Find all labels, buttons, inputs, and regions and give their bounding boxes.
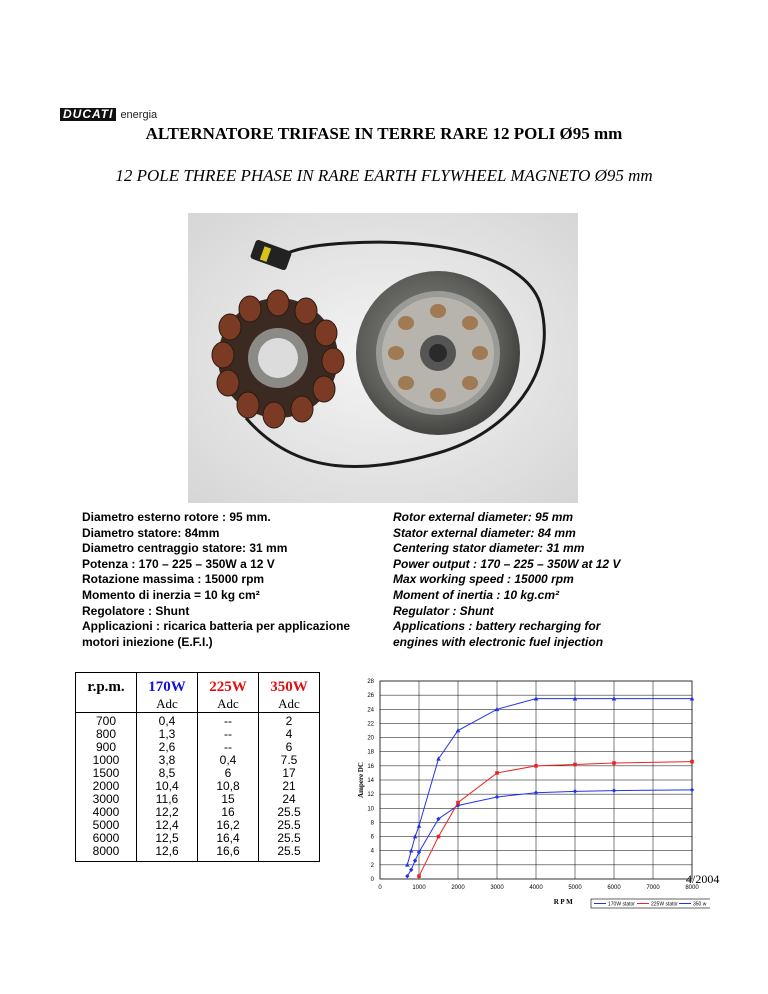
value-225w-cell: 15	[221, 792, 235, 806]
spec-line: Max working speed : 15000 rpm	[393, 572, 574, 587]
value-170w-cell: 1,3	[158, 727, 176, 741]
y-tick-label: 4	[370, 848, 374, 855]
value-170w-cell: 2,6	[158, 740, 176, 754]
value-225w-cell: 10,8	[216, 779, 240, 793]
value-225w-cell: 0,4	[219, 753, 237, 767]
current-table	[75, 672, 320, 862]
rpm-cell: 1000	[92, 753, 120, 767]
rpm-cell: 3000	[92, 792, 120, 806]
logo-mark: DUCATI	[60, 108, 116, 121]
value-350w-cell: 17	[282, 766, 296, 780]
value-350w-cell: 25.5	[277, 818, 301, 832]
value-225w-cell: --	[224, 727, 232, 741]
y-tick-label: 28	[367, 679, 374, 685]
spec-line: Centering stator diameter: 31 mm	[393, 541, 585, 556]
value-170w-cell: 0,4	[158, 714, 176, 728]
rpm-cell: 800	[95, 727, 117, 741]
y-tick-label: 26	[367, 693, 374, 700]
spec-line: Momento di inerzia = 10 kg cm²	[82, 587, 260, 602]
table-header-row	[76, 673, 320, 713]
y-tick-label: 24	[367, 707, 374, 714]
value-225w-cell: --	[224, 714, 232, 728]
spec-line: Diametro centraggio statore: 31 mm	[82, 541, 288, 556]
x-tick-label: 7000	[646, 885, 660, 891]
spec-line: engines with electronic fuel injection	[393, 634, 604, 649]
value-350w-cell: 7.5	[280, 753, 298, 767]
x-tick-label: 6000	[607, 885, 621, 891]
value-170w-cell: 12,4	[155, 818, 179, 832]
value-350w-cell: 25.5	[277, 831, 301, 845]
value-225w-cell: 16	[221, 805, 235, 819]
value-225w-cell: --	[224, 740, 232, 754]
rpm-cell: 5000	[92, 818, 120, 832]
data-point	[456, 801, 460, 805]
spec-line: Rotor external diameter: 95 mm	[393, 510, 574, 524]
table-body-row	[76, 713, 320, 862]
column-225w-values	[198, 713, 259, 862]
rpm-cell: 6000	[92, 831, 120, 845]
header-350w: 350W Adc	[259, 673, 320, 713]
y-tick-label: 10	[367, 806, 374, 813]
rpm-cell: 4000	[92, 805, 120, 819]
spec-line: Power output : 170 – 225 – 350W at 12 V	[393, 556, 621, 571]
spec-line: Applications : battery recharging for	[393, 619, 601, 634]
value-170w-cell: 12,6	[155, 844, 179, 858]
value-170w-cell: 8,5	[158, 766, 176, 780]
y-tick-label: 20	[367, 735, 374, 742]
current-chart	[340, 668, 710, 938]
x-tick-label: 3000	[490, 885, 504, 891]
data-point	[534, 764, 538, 768]
value-170w-cell: 12,2	[155, 805, 179, 819]
y-tick-label: 2	[370, 862, 374, 869]
value-225w-cell: 6	[224, 766, 232, 780]
y-tick-label: 0	[370, 877, 374, 883]
rpm-cell: 2000	[92, 779, 120, 793]
spec-line: Stator external diameter: 84 mm	[393, 525, 576, 540]
legend-label: 350 w	[693, 901, 707, 908]
legend-label: 225W stator	[651, 901, 678, 908]
spec-line: Potenza : 170 – 225 – 350W a 12 V	[82, 556, 275, 571]
data-point	[437, 835, 441, 839]
value-170w-cell: 11,6	[155, 792, 179, 806]
value-350w-cell: 4	[285, 727, 293, 741]
data-point	[690, 760, 694, 764]
spec-line: Diametro statore: 84mm	[82, 525, 220, 540]
value-350w-cell: 2	[285, 714, 293, 728]
x-tick-label: 5000	[568, 885, 582, 891]
value-350w-cell: 21	[282, 779, 296, 793]
value-350w-cell: 25.5	[277, 844, 301, 858]
value-350w-cell: 24	[282, 792, 296, 806]
y-tick-label: 6	[370, 834, 374, 841]
header-225w: 225W Adc	[198, 673, 259, 713]
y-tick-label: 8	[370, 820, 374, 827]
value-350w-cell: 25.5	[277, 805, 301, 819]
y-tick-label: 18	[367, 749, 374, 756]
data-point	[612, 761, 616, 765]
document-date: 4/2004	[686, 872, 720, 886]
spec-line: Diametro esterno rotore : 95 mm.	[82, 510, 271, 524]
data-point	[417, 874, 421, 878]
header-170w: 170W Adc	[137, 673, 198, 713]
column-rpm-values	[76, 713, 137, 862]
rpm-cell: 700	[95, 714, 117, 728]
y-tick-label: 14	[367, 778, 374, 784]
product-photo	[188, 213, 578, 503]
x-tick-label: 0	[378, 885, 382, 891]
x-axis-label: RPM	[553, 898, 575, 906]
value-225w-cell: 16,4	[216, 831, 240, 845]
y-tick-label: 12	[367, 792, 374, 799]
column-350w-values	[259, 713, 320, 862]
y-tick-label: 22	[367, 721, 374, 728]
x-tick-label: 8000	[685, 885, 699, 891]
value-170w-cell: 10,4	[155, 779, 179, 793]
x-tick-label: 2000	[451, 885, 465, 891]
y-axis-label: Ampere DC	[357, 762, 365, 798]
value-170w-cell: 3,8	[158, 753, 176, 767]
spec-line: Rotazione massima : 15000 rpm	[82, 572, 265, 587]
spec-line: Regolatore : Shunt	[82, 603, 190, 618]
title-italian: ALTERNATORE TRIFASE IN TERRE RARE 12 POLI Ø95 mm	[145, 124, 623, 143]
data-point	[495, 771, 499, 775]
specs-english	[393, 510, 693, 650]
x-tick-label: 4000	[529, 885, 543, 891]
value-350w-cell: 6	[285, 740, 293, 754]
header-rpm: r.p.m.	[76, 673, 137, 713]
spec-line: Regulator : Shunt	[393, 603, 494, 618]
rpm-cell: 1500	[92, 766, 120, 780]
value-225w-cell: 16,2	[216, 818, 240, 832]
legend-label: 170W stator	[608, 901, 635, 908]
logo-subtitle: energia	[120, 109, 158, 121]
rpm-cell: 900	[95, 740, 117, 754]
spec-line: motori iniezione (E.F.I.)	[82, 634, 213, 649]
data-point	[573, 763, 577, 767]
rpm-cell: 8000	[92, 844, 120, 858]
value-225w-cell: 16,6	[216, 844, 240, 858]
x-tick-label: 1000	[412, 885, 426, 891]
ducati-logo	[60, 108, 157, 121]
y-tick-label: 16	[367, 763, 374, 770]
title-english: 12 POLE THREE PHASE IN RARE EARTH FLYWHEEL MAGNETO Ø95 mm	[115, 166, 653, 185]
spec-line: Applicazioni : ricarica batteria per applicazione	[82, 619, 351, 634]
column-170w-values	[137, 713, 198, 862]
specs-italian	[82, 510, 382, 650]
spec-line: Moment of inertia : 10 kg.cm²	[393, 587, 560, 602]
value-170w-cell: 12,5	[155, 831, 179, 845]
